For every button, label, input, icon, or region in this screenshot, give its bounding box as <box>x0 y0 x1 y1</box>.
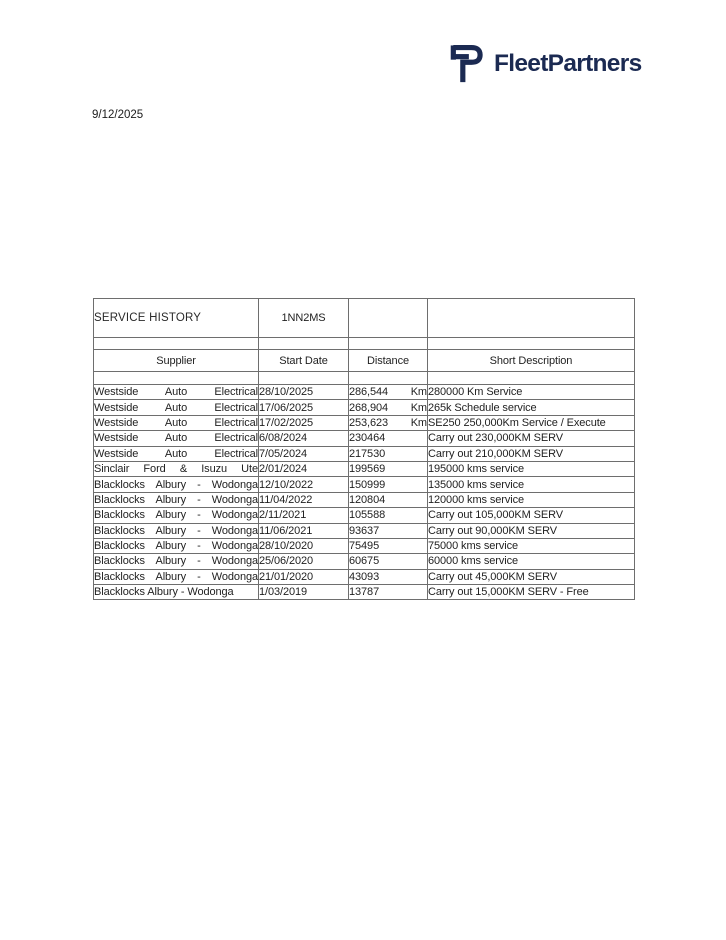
service-row <box>94 477 635 492</box>
cell-distance: 286,544 Km <box>349 386 427 399</box>
spacer-row <box>94 338 635 350</box>
cell-supplier: Blacklocks Albury - Wodonga <box>94 509 258 522</box>
cell-supplier: Blacklocks Albury - Wodonga <box>94 585 259 600</box>
cell-short-description: 195000 kms service <box>428 461 635 476</box>
cell-start-date: 17/02/2025 <box>259 415 349 430</box>
cell-distance: 43093 <box>349 569 428 584</box>
column-header-distance: Distance <box>349 350 428 372</box>
service-history-table <box>93 298 635 600</box>
cell-start-date: 7/05/2024 <box>259 446 349 461</box>
table-title: SERVICE HISTORY <box>94 299 259 338</box>
cell-start-date: 12/10/2022 <box>259 477 349 492</box>
empty-cell <box>349 299 428 338</box>
cell-distance: 150999 <box>349 477 428 492</box>
cell-start-date: 11/06/2021 <box>259 523 349 538</box>
cell-start-date: 17/06/2025 <box>259 400 349 415</box>
cell-distance: 199569 <box>349 461 428 476</box>
cell-start-date: 2/11/2021 <box>259 508 349 523</box>
cell-distance: 93637 <box>349 523 428 538</box>
cell-short-description: Carry out 105,000KM SERV <box>428 508 635 523</box>
cell-distance: 217530 <box>349 446 428 461</box>
cell-supplier: Blacklocks Albury - Wodonga <box>94 540 258 553</box>
cell-supplier: Westside Auto Electrical <box>94 386 258 399</box>
service-row <box>94 446 635 461</box>
column-header-start-date: Start Date <box>259 350 349 372</box>
cell-supplier: Westside Auto Electrical <box>94 416 258 429</box>
title-row <box>94 299 635 338</box>
cell-supplier: Blacklocks Albury - Wodonga <box>94 524 258 537</box>
fp-monogram-icon <box>449 41 487 87</box>
cell-start-date: 28/10/2020 <box>259 538 349 553</box>
service-row <box>94 554 635 569</box>
service-row <box>94 585 635 600</box>
cell-supplier: Westside Auto Electrical <box>94 401 258 414</box>
column-header-supplier: Supplier <box>94 350 259 372</box>
cell-distance: 105588 <box>349 508 428 523</box>
cell-short-description: 135000 kms service <box>428 477 635 492</box>
table-body <box>94 385 635 600</box>
cell-distance: 60675 <box>349 554 428 569</box>
service-row <box>94 508 635 523</box>
cell-distance: 268,904 Km <box>349 401 427 414</box>
service-row <box>94 523 635 538</box>
service-row <box>94 569 635 584</box>
cell-short-description: 60000 kms service <box>428 554 635 569</box>
cell-short-description: Carry out 45,000KM SERV <box>428 569 635 584</box>
cell-supplier: Blacklocks Albury - Wodonga <box>94 555 258 568</box>
spacer-row <box>94 372 635 385</box>
cell-start-date: 25/06/2020 <box>259 554 349 569</box>
cell-short-description: Carry out 210,000KM SERV <box>428 446 635 461</box>
cell-distance: 253,623 Km <box>349 416 427 429</box>
cell-short-description: 265k Schedule service <box>428 400 635 415</box>
service-row <box>94 400 635 415</box>
cell-start-date: 21/01/2020 <box>259 569 349 584</box>
cell-distance: 230464 <box>349 431 428 446</box>
fleetpartners-logo <box>449 41 642 87</box>
cell-short-description: Carry out 90,000KM SERV <box>428 523 635 538</box>
cell-supplier: Blacklocks Albury - Wodonga <box>94 570 258 583</box>
cell-short-description: Carry out 15,000KM SERV - Free <box>428 585 635 600</box>
cell-short-description: SE250 250,000Km Service / Execute <box>428 415 635 430</box>
cell-short-description: 120000 kms service <box>428 492 635 507</box>
service-row <box>94 415 635 430</box>
cell-short-description: Carry out 230,000KM SERV <box>428 431 635 446</box>
cell-supplier: Blacklocks Albury - Wodonga <box>94 478 258 491</box>
service-row <box>94 461 635 476</box>
cell-supplier: Sinclair Ford & Isuzu Ute <box>94 463 258 476</box>
service-row <box>94 538 635 553</box>
cell-distance: 75495 <box>349 538 428 553</box>
service-row <box>94 385 635 400</box>
print-date: 9/12/2025 <box>92 109 144 121</box>
cell-distance: 13787 <box>349 585 428 600</box>
table-head <box>94 299 635 385</box>
brand-wordmark: FleetPartners <box>494 50 642 77</box>
service-row <box>94 431 635 446</box>
service-row <box>94 492 635 507</box>
cell-start-date: 1/03/2019 <box>259 585 349 600</box>
cell-supplier: Westside Auto Electrical <box>94 432 258 445</box>
vehicle-code: 1NN2MS <box>259 299 349 338</box>
empty-cell <box>428 299 635 338</box>
cell-supplier: Blacklocks Albury - Wodonga <box>94 493 258 506</box>
column-header-row <box>94 350 635 372</box>
cell-supplier: Westside Auto Electrical <box>94 447 258 460</box>
cell-short-description: 280000 Km Service <box>428 385 635 400</box>
cell-start-date: 6/08/2024 <box>259 431 349 446</box>
cell-distance: 120804 <box>349 492 428 507</box>
cell-short-description: 75000 kms service <box>428 538 635 553</box>
cell-start-date: 11/04/2022 <box>259 492 349 507</box>
cell-start-date: 2/01/2024 <box>259 461 349 476</box>
column-header-short-description: Short Description <box>428 350 635 372</box>
cell-start-date: 28/10/2025 <box>259 385 349 400</box>
